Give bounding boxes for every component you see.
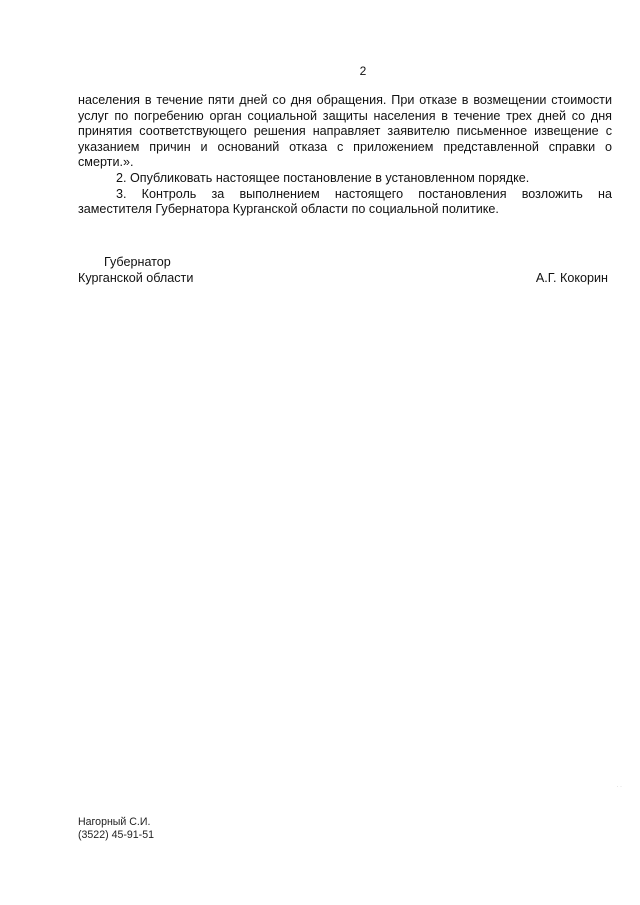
executor-name: Нагорный С.И. (78, 816, 151, 828)
paragraph-publish (78, 171, 612, 187)
paragraph-continuation (78, 93, 612, 171)
signature-row (78, 271, 612, 287)
text-line: 2. Опубликовать настоящее постановление в установленном порядке. (116, 170, 530, 185)
text-line: смерти.». (78, 155, 134, 170)
signer-title: Губернатор (104, 255, 171, 269)
paragraph-control (78, 187, 612, 218)
executor-phone: (3522) 45-91-51 (78, 829, 154, 841)
executor-footer (78, 816, 154, 842)
document-body (78, 93, 612, 218)
text-line: указанием причин и оснований отказа с приложением представленной справки о (78, 139, 612, 154)
text-line: принятия соответствующего решения направляет заявителю письменное извещение с (78, 124, 612, 139)
signer-name: А.Г. Кокорин (535, 270, 608, 285)
scan-artifact: · · (616, 784, 622, 790)
text-line: услуг по погребению орган социальной защиты населения в течение трех дней со дня (78, 108, 612, 123)
signer-region: Курганской области (78, 270, 194, 285)
text-line: населения в течение пяти дней со дня обращения. При отказе в возмещении стоимости (78, 93, 612, 107)
signature-block (78, 255, 612, 286)
text-line: заместителя Губернатора Курганской области по социальной политике. (78, 202, 499, 217)
page-number: 2 (359, 64, 367, 78)
text-line: 3. Контроль за выполнением настоящего постановления возложить на (116, 186, 612, 201)
